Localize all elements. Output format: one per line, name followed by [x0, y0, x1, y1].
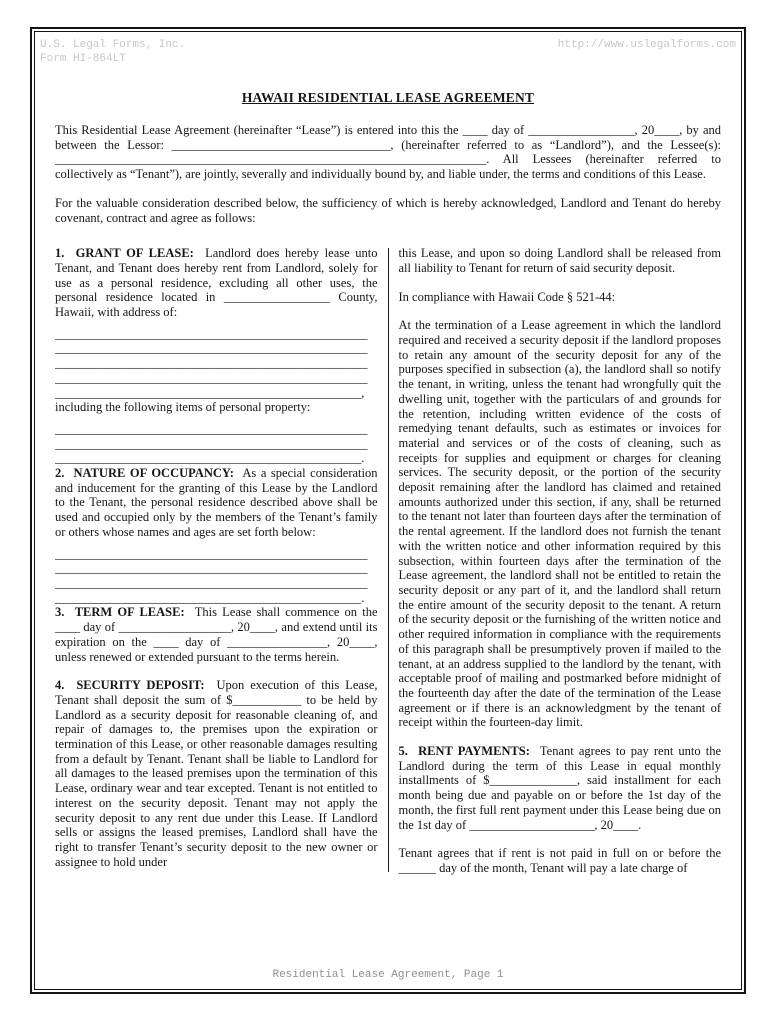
fill-in-blank-line: __________________________________________________	[55, 370, 368, 385]
fill-in-blank-line: __________________________________________________	[55, 421, 368, 436]
fill-in-blank-line: __________________________________________________	[55, 546, 368, 561]
paragraph: this Lease, and upon so doing Landlord shall be released from all liability to Tenant for return of said security deposit.	[398, 246, 721, 275]
page-footer: Residential Lease Agreement, Page 1	[272, 969, 504, 981]
left-column	[55, 246, 378, 875]
paragraph: In compliance with Hawaii Code § 521-44:	[398, 289, 616, 304]
publisher-name: U.S. Legal Forms, Inc.	[40, 39, 186, 51]
right-column	[399, 246, 722, 875]
fill-in-blank-line: __________________________________________________	[55, 341, 368, 356]
fill-in-blank-line: _________________________________________________,	[55, 385, 365, 400]
fill-in-blank-line: __________________________________________________	[55, 326, 368, 341]
paragraph: including the following items of personal property:	[55, 400, 311, 415]
section-heading: 3. TERM OF LEASE:	[55, 605, 185, 620]
document-body	[40, 90, 736, 876]
section-heading: 5. RENT PAYMENTS:	[398, 744, 530, 759]
column-divider-rule	[388, 248, 389, 871]
fill-in-blank-line: __________________________________________________	[55, 561, 368, 576]
document-title: HAWAII RESIDENTIAL LEASE AGREEMENT	[241, 90, 535, 105]
publisher-url: http://www.uslegalforms.com	[557, 39, 736, 51]
form-number: Form HI-864LT	[40, 53, 126, 65]
fill-in-blank-line: __________________________________________________	[55, 575, 368, 590]
paragraph: 3. TERM OF LEASE: This Lease shall commence on the ____ day of __________________, 20____, and extend until its expiration on the ____ day of ________________, 20____, unless renewed or extended pursuant to the terms herein.	[55, 605, 378, 664]
page-border-frame	[30, 27, 746, 994]
paragraph: 1. GRANT OF LEASE: Landlord does hereby lease unto Tenant, and Tenant does hereby rent from Landlord, solely for use as a personal residence, excluding all other uses, the personal residence located in _________________ County, Hawaii, with address of:	[55, 246, 378, 320]
document-header	[40, 38, 736, 66]
intro-paragraph-1: This Residential Lease Agreement (hereinafter “Lease”) is entered into this the ____ day of _________________, 20____, by and between the Lessor: ___________________________________, (hereinafter referred to as “Landlord”), and the Lessee(s): _____________________________________________________________________. All Lessees (hereinafter referred to collectively as “Tenant”), are jointly, severally and individually bound by, and liable under, the terms and conditions of this Lease.	[55, 123, 721, 182]
two-column-layout	[55, 246, 721, 875]
fill-in-blank-line: _________________________________________________.	[55, 451, 365, 466]
publisher-block	[40, 38, 185, 66]
section-heading: 4. SECURITY DEPOSIT:	[55, 678, 205, 693]
paragraph: 4. SECURITY DEPOSIT: Upon execution of this Lease, Tenant shall deposit the sum of $___________ to be held by Landlord as a security deposit for reasonable cleaning of, and repair of damages to, the premises upon the expiration or termination of this Lease, or other reasonable damages resulting from a default by Tenant. Tenant shall be liable to Landlord for all damages to the leased premises upon the termination of this Lease, ordinary wear and tear excepted. Tenant is not entitled to interest on the security deposit. Tenant may not apply the security deposit to any rent due under this Lease. If Landlord sells or assigns the leased premises, Landlord shall have the right to transfer Tenant’s security deposit to the new owner or assignee to hold under	[55, 678, 378, 869]
document-page	[34, 31, 742, 990]
paragraph: At the termination of a Lease agreement in which the landlord required and received a security deposit if the landlord proposes to retain any amount of the security deposit for any of the purposes specified in subsection (a), the landlord shall so notify the tenant, in writing, unless the tenant had wrongfully quit the dwelling unit, together with the particulars of and grounds for the retention, including written evidence of the costs of remedying tenant defaults, such as estimates or invoices for material and services or of the costs of cleaning, such as receipts for supplies and equipment or charges for cleaning services. The security deposit, or the portion of the security deposit remaining after the landlord has claimed and retained amounts authorized under this section, if any, shall be returned to the tenant not later than fourteen days after the termination of the rental agreement. If the landlord does not furnish the tenant with the written notice and other information required by this subsection, within fourteen days after the termination of the Lease agreement, the landlord shall not be entitled to retain the security deposit or any part of it, and the landlord shall return the entire amount of the security deposit to the tenant. A return of the security deposit or the furnishing of the written notice and other required information in compliance with the requirements of this paragraph shall be presumptively proven if mailed to the tenant, at an address supplied to the landlord by the tenant, with acceptable proof of mailing and postmarked before midnight of the fourteenth day after the date of the termination of the Lease agreement or if there is an acknowledgment by the tenant of receipt within the fourteen-day limit.	[398, 318, 721, 730]
fill-in-blank-line: __________________________________________________	[55, 356, 368, 371]
paragraph: 5. RENT PAYMENTS: Tenant agrees to pay rent unto the Landlord during the term of this Lease in equal monthly installments of $______________, said installment for each month being due and payable on or before the 1st day of the month, the first full rent payment under this Lease being due on the 1st day of ____________________, 20____.	[398, 744, 722, 832]
section-heading: 1. GRANT OF LEASE:	[55, 246, 194, 261]
fill-in-blank-line: __________________________________________________	[55, 436, 368, 451]
section-heading: 2. NATURE OF OCCUPANCY:	[55, 466, 234, 481]
fill-in-blank-line: _________________________________________________.	[55, 590, 365, 605]
paragraph: Tenant agrees that if rent is not paid in full on or before the ______ day of the month, Tenant will pay a late charge of	[398, 846, 721, 875]
intro-section	[55, 123, 721, 225]
intro-paragraph-2: For the valuable consideration described below, the sufficiency of which is hereby acknowledged, Landlord and Tenant do hereby covenant, contract and agree as follows:	[55, 195, 721, 225]
paragraph: 2. NATURE OF OCCUPANCY: As a special consideration and inducement for the granting of this Lease by the Landlord to the Tenant, the personal residence described above shall be used and occupied only by the members of the Tenant’s family or others whose names and ages are set forth below:	[55, 466, 378, 539]
